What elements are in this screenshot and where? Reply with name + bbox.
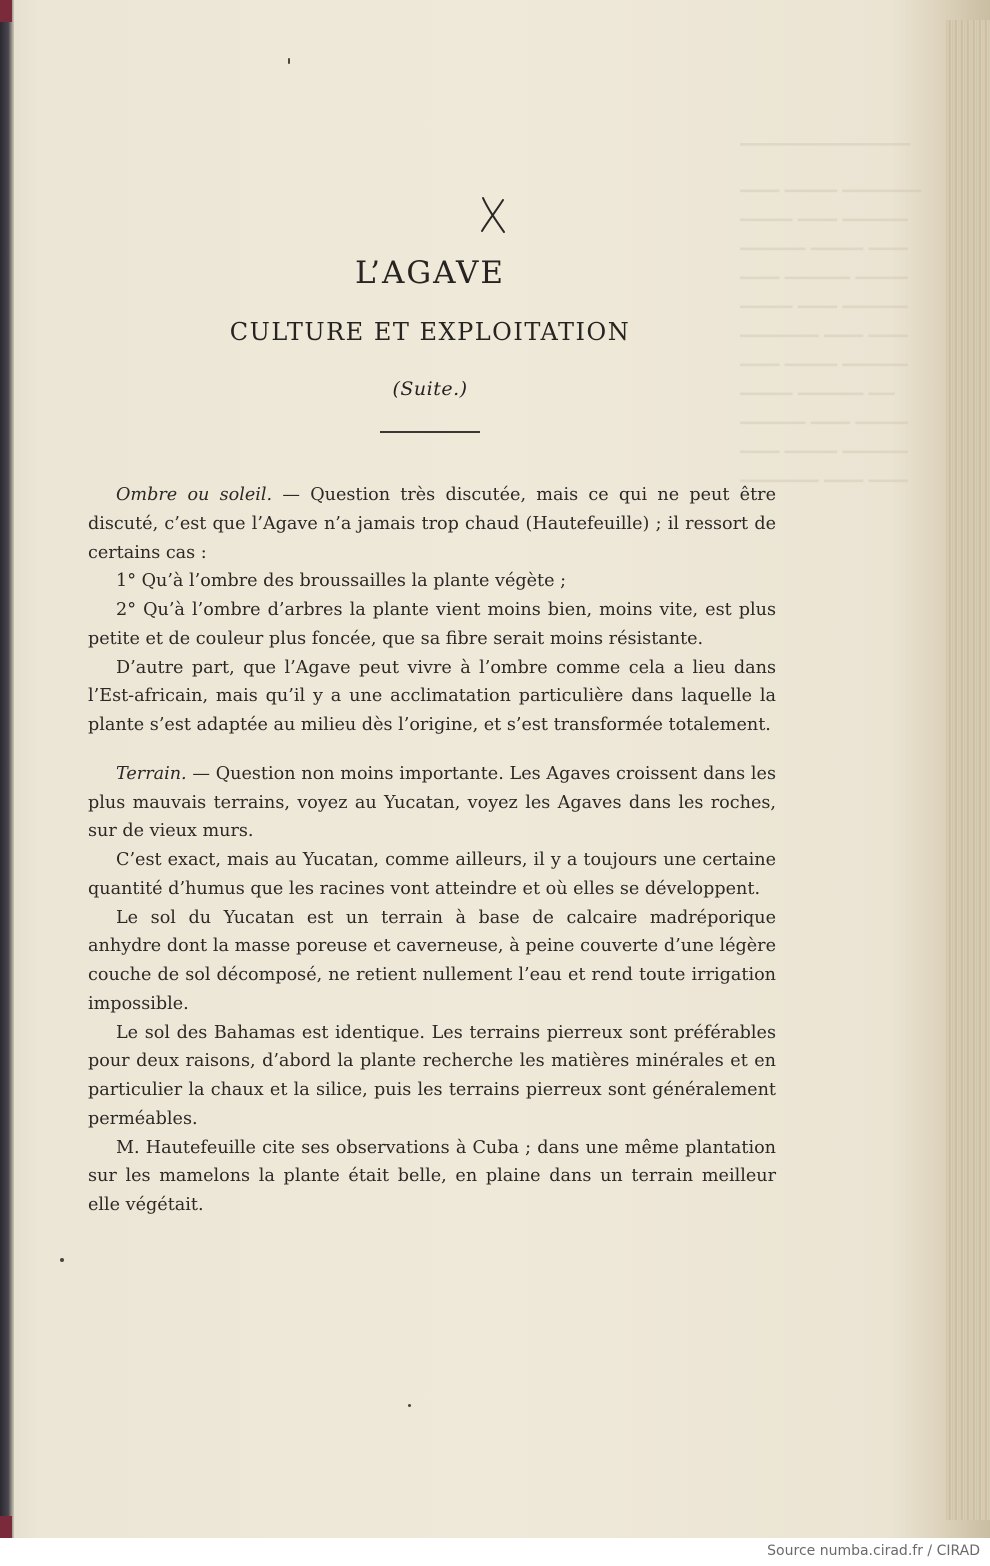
section-lead-ombre: Ombre ou soleil. <box>116 485 273 505</box>
paragraph-text: — Question très discutée, mais ce qui ne peut être discuté, c’est que l’Agave n’a jamais trop chaud (Hautefeuille) ; il ressort de certains cas : <box>88 485 776 563</box>
paragraph: C’est exact, mais au Yucatan, comme ailleurs, il y a toujours une certaine quantité d’humus que les racines vont atteindre et où elles se développent. <box>88 850 776 899</box>
binding-cap-bottom <box>0 1516 12 1538</box>
paragraph-terrain <box>88 760 776 846</box>
paragraph-text: — Question non moins importante. Les Agaves croissent dans les plus mauvais terrains, voyez au Yucatan, voyez les Agaves dans les roches, sur de vieux murs. <box>88 763 776 842</box>
title-rule <box>380 431 480 433</box>
section-lead-terrain: Terrain. <box>116 763 187 784</box>
paragraph: Le sol des Bahamas est identique. Les terrains pierreux sont préférables pour deux raisons, d’abord la plante recherche les matières minérales et en particulier la chaux et la silice, puis les terrains pierreux sont généralement perméables. <box>88 1022 776 1129</box>
paragraph: M. Hautefeuille cite ses observations à Cuba ; dans une même plantation sur les mamelons la plante était belle, en plaine dans un terrain meilleur elle végétait. <box>88 1137 776 1215</box>
ink-speck <box>408 1404 411 1407</box>
paragraph: 1° Qu’à l’ombre des broussailles la plante végète ; <box>116 571 567 592</box>
ink-speck <box>288 58 290 64</box>
handwritten-x-mark <box>478 195 508 239</box>
article-body <box>88 481 776 1220</box>
ink-speck <box>60 1258 64 1262</box>
paragraph: D’autre part, que l’Agave peut vivre à l’ombre comme cela a lieu dans l’Est-africain, mais qu’il y a une acclimatation particulière dans laquelle la plante s’est adaptée au milieu dès l’origine, et s’est transformée totalement. <box>88 657 776 735</box>
paragraph: Le sol du Yucatan est un terrain à base de calcaire madréporique anhydre dont la masse poreuse et caverneuse, à peine couverte d’une légère couche de sol décomposé, ne retient nullement l’eau et rend toute irrigation impossible. <box>88 907 776 1014</box>
paragraph: 2° Qu’à l’ombre d’arbres la plante vient moins bien, moins vite, est plus petite et de couleur plus foncée, que sa fibre serait moins résistante. <box>88 600 776 649</box>
page-edges <box>946 20 990 1520</box>
paragraph-ombre <box>88 481 776 567</box>
show-through-texture: ▔▔▔▔▔▔▔▔▔▔▔▔▔ ▁▁▁ ▁▁▁▁ ▁▁▁▁▁▁ ▁▁▁▁ ▁▁▁ ▁▁▁▁▁ ▁▁▁▁▁ ▁▁▁▁ ▁▁▁ ▁▁▁ ▁▁▁▁▁ ▁▁▁▁ ▁▁▁▁ ▁▁▁ ▁▁▁▁▁ ▁▁▁▁▁▁ ▁▁▁ ▁▁▁ ▁▁▁ ▁▁▁▁ ▁▁▁▁▁ ▁▁▁▁ ▁▁▁▁▁ ▁▁ ▁▁▁▁▁ ▁▁▁ ▁▁▁▁ ▁▁▁ ▁▁▁▁ ▁▁▁▁▁ ▁▁▁▁▁▁ ▁▁▁ ▁▁▁ <box>740 144 921 483</box>
article-subtitle: CULTURE ET EXPLOITATION <box>229 318 631 346</box>
book-binding <box>0 0 14 1538</box>
source-credit: Source numba.cirad.fr / CIRAD <box>767 1543 980 1559</box>
binding-cap-top <box>0 0 12 22</box>
continuation-label: (Suite.) <box>392 378 468 400</box>
x-mark-icon <box>478 195 508 235</box>
article-title: L’AGAVE <box>354 255 506 291</box>
